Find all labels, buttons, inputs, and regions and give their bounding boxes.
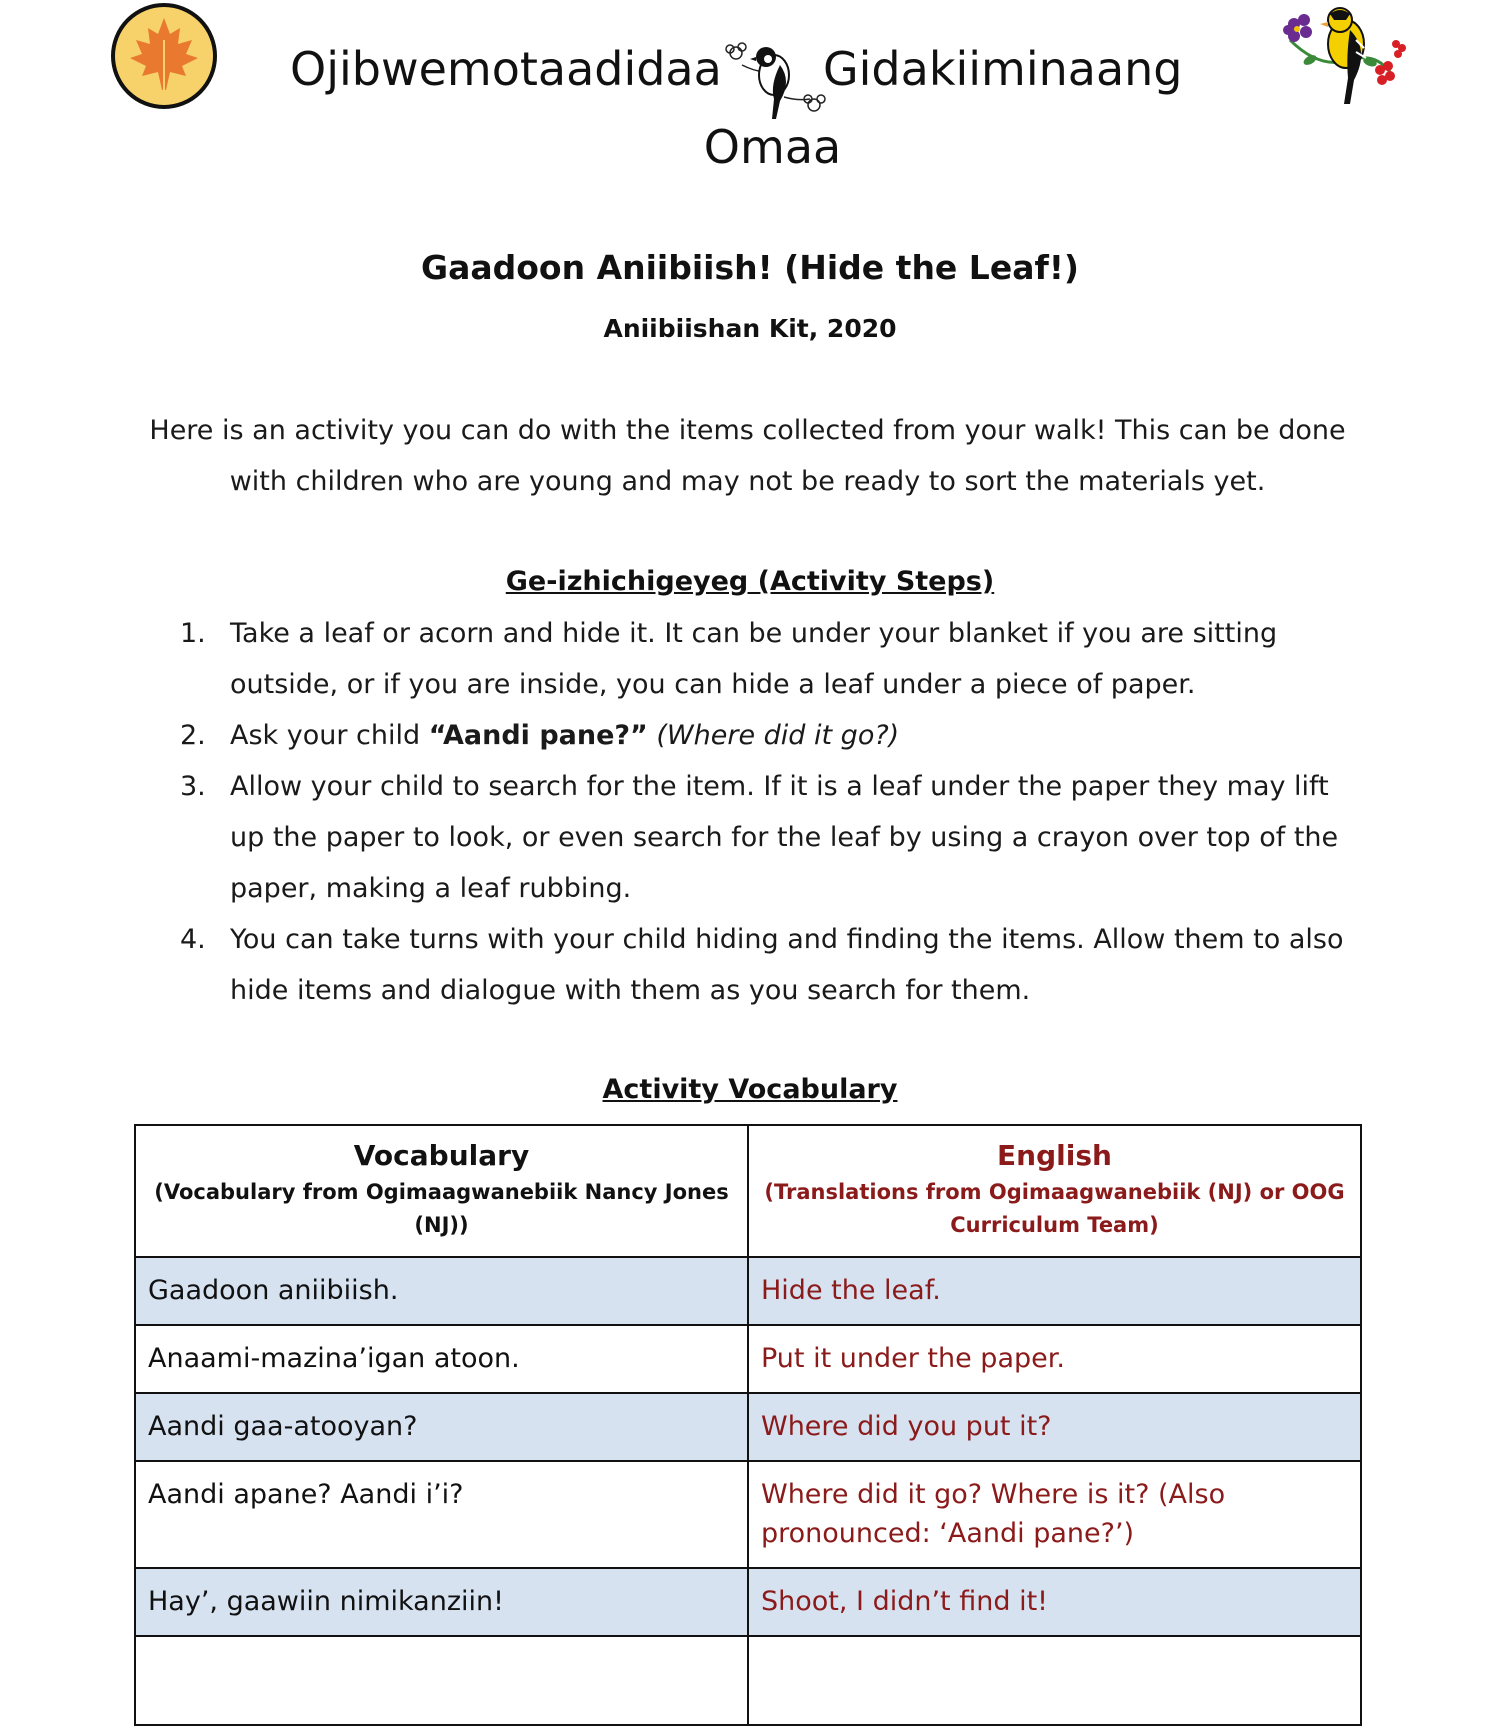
step-number: 1. <box>180 618 206 649</box>
step-item <box>180 608 1360 710</box>
table-row <box>135 1257 1361 1325</box>
step-number: 2. <box>180 720 206 751</box>
vocab-cell: Gaadoon aniibiish. <box>135 1257 748 1325</box>
step-text: You can take turns with your child hiding and finding the items. Allow them to also hide items and dialogue with them as you search for them. <box>230 924 1344 1006</box>
maple-leaf-logo-icon <box>108 0 220 112</box>
english-column-subtitle: (Translations from Ogimaagwanebiik (NJ) or OOG Curriculum Team) <box>764 1180 1345 1237</box>
intro-paragraph: Here is an activity you can do with the items collected from your walk! This can be done with children who are young and may not be ready to sort the materials yet. <box>149 415 1346 497</box>
english-cell <box>748 1636 1361 1725</box>
vocab-column-subtitle: (Vocabulary from Ogimaagwanebiik Nancy Jones (NJ)) <box>154 1180 729 1237</box>
vocab-column-header <box>135 1125 748 1257</box>
table-header-row <box>135 1125 1361 1257</box>
step-text-plain: Ask your child <box>230 720 429 751</box>
header-title-right: Gidakiiminaang <box>823 42 1183 96</box>
chickadee-icon <box>722 35 834 125</box>
table-row <box>135 1636 1361 1725</box>
step-number: 3. <box>180 771 206 802</box>
vocab-cell <box>135 1636 748 1725</box>
page-title: Gaadoon Aniibiish! (Hide the Leaf!) <box>421 248 1079 287</box>
vocab-cell: Aandi gaa-atooyan? <box>135 1393 748 1461</box>
english-column-title: English <box>997 1139 1112 1172</box>
goldfinch-icon <box>1280 0 1410 110</box>
english-cell: Hide the leaf. <box>748 1257 1361 1325</box>
vocab-cell: Aandi apane? Aandi i’i? <box>135 1461 748 1568</box>
step-text: Allow your child to search for the item. If it is a leaf under the paper they may lift up the paper to look, or even search for the leaf by using a crayon over top of the paper, making a leaf rubbing. <box>230 771 1339 904</box>
step-item <box>180 914 1360 1016</box>
vocab-heading: Activity Vocabulary <box>602 1074 898 1105</box>
table-row <box>135 1325 1361 1393</box>
step-item <box>180 761 1360 914</box>
step-text <box>230 710 1360 761</box>
header-title-left: Ojibwemotaadidaa <box>290 42 722 96</box>
step-text-bold: “Aandi pane?” <box>428 720 648 751</box>
english-column-header <box>748 1125 1361 1257</box>
steps-heading: Ge-izhichigeyeg (Activity Steps) <box>505 566 995 597</box>
vocab-cell: Hay’, gaawiin nimikanziin! <box>135 1568 748 1636</box>
table-row <box>135 1393 1361 1461</box>
vocab-table <box>134 1124 1362 1726</box>
page-subtitle: Aniibiishan Kit, 2020 <box>603 314 897 343</box>
step-number: 4. <box>180 924 206 955</box>
step-item <box>180 710 1360 761</box>
table-row <box>135 1461 1361 1568</box>
table-row <box>135 1568 1361 1636</box>
header-title-bottom: Omaa <box>703 120 842 174</box>
english-cell: Shoot, I didn’t find it! <box>748 1568 1361 1636</box>
vocab-cell: Anaami-mazina’igan atoon. <box>135 1325 748 1393</box>
vocab-column-title: Vocabulary <box>353 1139 530 1172</box>
step-text-italic: (Where did it go?) <box>647 720 900 751</box>
step-text: Take a leaf or acorn and hide it. It can be under your blanket if you are sitting outside, or if you are inside, you can hide a leaf under a piece of paper. <box>230 618 1278 700</box>
english-cell: Put it under the paper. <box>748 1325 1361 1393</box>
english-cell: Where did it go? Where is it? (Also pronounced: ‘Aandi pane?’) <box>748 1461 1361 1568</box>
english-cell: Where did you put it? <box>748 1393 1361 1461</box>
